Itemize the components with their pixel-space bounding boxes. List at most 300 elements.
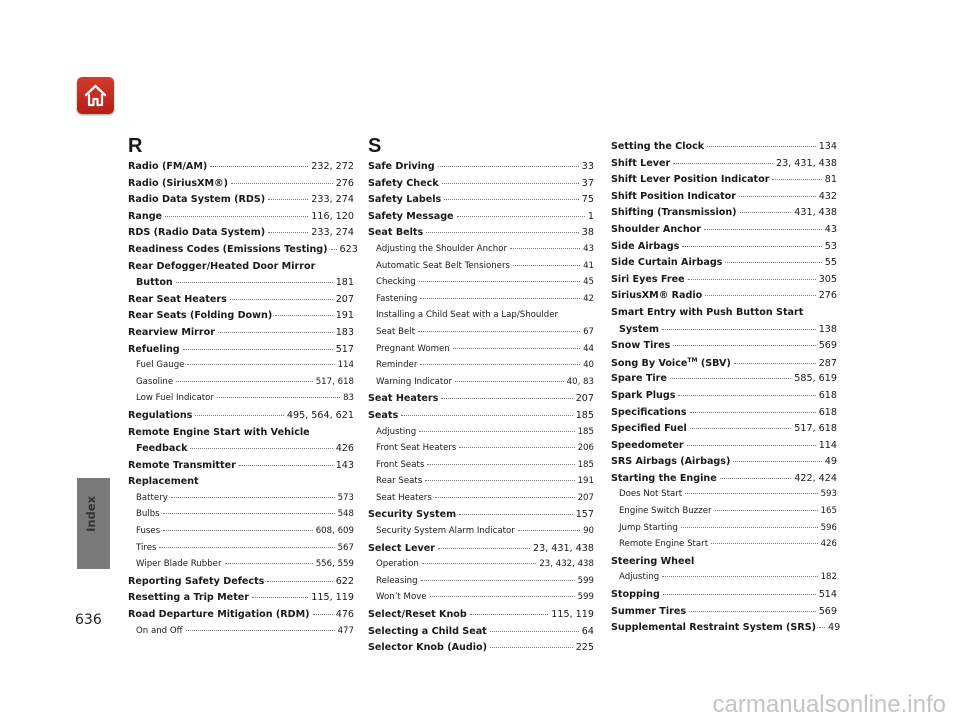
index-entry[interactable] bbox=[128, 227, 354, 244]
index-entry[interactable] bbox=[368, 211, 594, 228]
entry-term: Setting the Clock bbox=[611, 141, 705, 152]
entry-term: Feedback bbox=[136, 443, 188, 455]
index-entry[interactable] bbox=[128, 178, 354, 195]
index-entry[interactable] bbox=[128, 609, 354, 626]
dot-leader bbox=[425, 480, 574, 481]
entry-page-refs[interactable]: 431, 438 bbox=[794, 207, 837, 219]
index-entry[interactable] bbox=[128, 327, 354, 344]
entry-term: Seats bbox=[368, 409, 399, 421]
index-subentry[interactable] bbox=[128, 377, 354, 394]
index-entry[interactable] bbox=[611, 257, 837, 274]
index-entry[interactable] bbox=[128, 592, 354, 609]
entry-page-refs[interactable]: 33 bbox=[581, 161, 594, 172]
dot-leader bbox=[707, 146, 816, 147]
entry-term: Remote Transmitter bbox=[128, 459, 236, 471]
entry-page-refs[interactable]: 53 bbox=[824, 240, 837, 252]
dot-leader bbox=[453, 348, 580, 349]
entry-page-refs[interactable]: 517, 618 bbox=[315, 376, 354, 387]
entry-term: Fuel Gauge bbox=[136, 360, 185, 371]
index-subentry[interactable] bbox=[611, 539, 837, 556]
index-entry[interactable] bbox=[611, 373, 837, 390]
page-number: 636 bbox=[75, 612, 102, 628]
entry-term: Safety Message bbox=[368, 210, 454, 222]
entry-page-refs[interactable]: 114 bbox=[818, 439, 837, 451]
dot-leader bbox=[687, 445, 816, 446]
index-entry[interactable] bbox=[611, 423, 837, 440]
entry-page-refs[interactable]: 83 bbox=[343, 393, 354, 404]
side-tab-label: Index bbox=[84, 496, 98, 532]
index-entry[interactable] bbox=[128, 243, 358, 261]
entry-page-refs[interactable]: 514 bbox=[818, 589, 837, 601]
index-entry[interactable] bbox=[611, 340, 837, 357]
entry-term: Rear Seat Heaters bbox=[128, 293, 227, 305]
entry-page-refs[interactable]: 44 bbox=[583, 343, 594, 354]
dot-leader bbox=[690, 428, 791, 429]
entry-page-refs[interactable]: 1 bbox=[587, 210, 594, 222]
dot-leader bbox=[186, 630, 335, 631]
index-entry[interactable] bbox=[611, 622, 841, 639]
entry-page-refs[interactable]: 115, 119 bbox=[311, 592, 354, 604]
entry-page-refs[interactable]: 426 bbox=[335, 443, 354, 455]
entry-term: Battery bbox=[136, 492, 168, 503]
entry-term: Speedometer bbox=[611, 439, 684, 451]
dot-leader bbox=[670, 378, 791, 379]
entry-term: Wiper Blade Rubber bbox=[136, 559, 222, 570]
index-entry[interactable] bbox=[611, 324, 837, 341]
index-entry[interactable] bbox=[611, 357, 837, 374]
index-entry[interactable] bbox=[611, 456, 837, 473]
dot-leader bbox=[420, 364, 580, 365]
dot-leader bbox=[420, 298, 580, 299]
entry-page-refs[interactable]: 23, 431, 438 bbox=[775, 157, 837, 169]
entry-page-refs[interactable]: 181 bbox=[335, 277, 354, 289]
entry-page-refs[interactable]: 305 bbox=[818, 273, 837, 285]
entry-term: Reminder bbox=[376, 360, 418, 371]
index-entry[interactable] bbox=[128, 460, 354, 477]
dot-leader bbox=[210, 166, 308, 167]
entry-term: Song By Voice™ (SBV) bbox=[611, 356, 731, 369]
entry-page-refs[interactable]: 476 bbox=[335, 609, 354, 621]
entry-term: Shift Position Indicator bbox=[611, 190, 737, 202]
entry-page-refs[interactable]: 67 bbox=[583, 326, 594, 337]
index-subentry[interactable] bbox=[368, 526, 594, 543]
entry-term: Specifications bbox=[611, 406, 687, 418]
entry-page-refs[interactable]: 225 bbox=[575, 642, 594, 654]
entry-page-refs[interactable]: 596 bbox=[820, 522, 837, 533]
entry-term: Security System Alarm Indicator bbox=[376, 526, 515, 537]
index-entry[interactable] bbox=[368, 609, 594, 626]
entry-page-refs[interactable]: 517 bbox=[335, 343, 354, 355]
entry-term: Rearview Mirror bbox=[128, 326, 215, 338]
dot-leader bbox=[442, 183, 579, 184]
index-subentry[interactable] bbox=[368, 559, 594, 576]
index-subentry[interactable] bbox=[128, 393, 354, 410]
entry-page-refs[interactable]: 23, 431, 438 bbox=[532, 542, 594, 554]
index-entry[interactable] bbox=[128, 294, 354, 311]
dot-leader bbox=[418, 331, 580, 332]
dot-leader bbox=[268, 199, 308, 200]
entry-page-refs[interactable]: 622 bbox=[335, 575, 354, 587]
entry-term: Side Airbags bbox=[611, 240, 680, 252]
index-entry[interactable] bbox=[611, 407, 837, 424]
index-subentry[interactable] bbox=[368, 443, 594, 460]
index-entry[interactable] bbox=[611, 274, 837, 291]
entry-page-refs[interactable]: 569 bbox=[818, 605, 837, 617]
entry-page-refs[interactable]: 38 bbox=[581, 227, 594, 239]
index-entry[interactable] bbox=[611, 290, 837, 307]
dot-leader bbox=[176, 381, 313, 382]
entry-term: Does Not Start bbox=[619, 489, 683, 500]
entry-term: Starting the Engine bbox=[611, 472, 717, 484]
index-column-s bbox=[368, 131, 594, 659]
index-entry bbox=[128, 476, 354, 493]
entry-term: Won’t Move bbox=[376, 592, 427, 603]
entry-page-refs[interactable]: 207 bbox=[577, 492, 594, 503]
entry-term: Road Departure Mitigation (RDM) bbox=[128, 609, 310, 621]
entry-term: Side Curtain Airbags bbox=[611, 257, 723, 269]
entry-page-refs[interactable]: 608, 609 bbox=[315, 526, 354, 537]
dot-leader bbox=[195, 415, 283, 416]
entry-term: Safety Check bbox=[368, 177, 439, 189]
entry-page-refs[interactable]: 45 bbox=[583, 277, 594, 288]
index-entry[interactable] bbox=[611, 440, 837, 457]
entry-term: Security System bbox=[368, 509, 457, 521]
entry-term: Spare Tire bbox=[611, 373, 667, 385]
entry-term: Warning Indicator bbox=[376, 376, 453, 387]
dot-leader bbox=[490, 647, 573, 648]
index-entry[interactable] bbox=[611, 191, 837, 208]
dot-leader bbox=[662, 329, 816, 330]
entry-page-refs[interactable]: 114 bbox=[337, 360, 354, 371]
entry-page-refs[interactable]: 41 bbox=[583, 260, 594, 271]
entry-term: Steering Wheel bbox=[611, 555, 695, 567]
entry-page-refs[interactable]: 42 bbox=[583, 293, 594, 304]
index-subentry[interactable] bbox=[128, 626, 354, 643]
entry-page-refs[interactable]: 432 bbox=[818, 190, 837, 202]
entry-page-refs[interactable]: 23, 432, 438 bbox=[539, 559, 594, 570]
index-subentry[interactable] bbox=[128, 559, 354, 576]
entry-page-refs[interactable]: 185 bbox=[577, 459, 594, 470]
dot-leader bbox=[422, 563, 537, 564]
index-entry[interactable] bbox=[368, 509, 594, 526]
entry-page-refs[interactable]: 75 bbox=[581, 194, 594, 206]
entry-page-refs[interactable]: 115, 119 bbox=[551, 609, 594, 621]
entry-term: Rear Seats (Folding Down) bbox=[128, 310, 273, 322]
entry-term: Tires bbox=[136, 542, 157, 553]
dot-leader bbox=[438, 548, 530, 549]
dot-leader bbox=[190, 448, 332, 449]
entry-term: Engine Switch Buzzer bbox=[619, 506, 712, 517]
entry-term: Radio Data System (RDS) bbox=[128, 194, 266, 206]
index-subentry[interactable] bbox=[368, 592, 594, 609]
index-subentry[interactable] bbox=[368, 327, 594, 344]
dot-leader bbox=[459, 447, 574, 448]
index-entry[interactable] bbox=[611, 589, 837, 606]
dot-leader bbox=[457, 216, 585, 217]
entry-term: SRS Airbags (Airbags) bbox=[611, 456, 731, 468]
dot-leader bbox=[690, 412, 816, 413]
index-entry[interactable] bbox=[611, 390, 837, 407]
dot-leader bbox=[673, 163, 773, 164]
index-subentry[interactable] bbox=[128, 360, 354, 377]
entry-page-refs[interactable]: 426 bbox=[820, 539, 837, 550]
entry-page-refs[interactable]: 191 bbox=[335, 310, 354, 322]
index-subentry[interactable] bbox=[128, 543, 354, 560]
entry-page-refs[interactable]: 585, 619 bbox=[794, 373, 837, 385]
dot-leader bbox=[662, 576, 817, 577]
index-entry[interactable] bbox=[128, 277, 354, 294]
index-entry[interactable] bbox=[611, 174, 837, 191]
entry-page-refs[interactable]: 517, 618 bbox=[794, 423, 837, 435]
index-subentry[interactable] bbox=[368, 460, 594, 477]
entry-page-refs[interactable]: 43 bbox=[824, 223, 837, 235]
dot-leader bbox=[267, 581, 332, 582]
dot-leader bbox=[455, 381, 564, 382]
index-entry[interactable] bbox=[611, 158, 837, 175]
dot-leader bbox=[734, 363, 816, 364]
entry-term: Seat Belts bbox=[368, 227, 424, 239]
entry-term: Shift Lever bbox=[611, 157, 671, 169]
entry-page-refs[interactable]: 143 bbox=[335, 459, 354, 471]
index-subentry[interactable] bbox=[368, 261, 594, 278]
entry-page-refs[interactable]: 49 bbox=[824, 456, 837, 468]
dot-leader bbox=[163, 513, 335, 514]
entry-page-refs[interactable]: 276 bbox=[335, 177, 354, 189]
entry-term: Selecting a Child Seat bbox=[368, 625, 487, 637]
entry-term: Adjusting the Shoulder Anchor bbox=[376, 243, 508, 254]
dot-leader bbox=[165, 216, 308, 217]
entry-page-refs[interactable]: 567 bbox=[337, 542, 354, 553]
entry-term: Readiness Codes (Emissions Testing) bbox=[128, 243, 328, 255]
entry-term: Operation bbox=[376, 559, 419, 570]
entry-page-refs[interactable]: 618 bbox=[818, 389, 837, 401]
entry-page-refs[interactable]: 232, 272 bbox=[311, 161, 354, 172]
entry-page-refs[interactable]: 185 bbox=[577, 426, 594, 437]
entry-page-refs[interactable]: 233, 274 bbox=[311, 227, 354, 239]
dot-leader bbox=[510, 248, 580, 249]
entry-term: Fastening bbox=[376, 293, 418, 304]
entry-page-refs[interactable]: 287 bbox=[818, 357, 837, 369]
entry-term: Front Seats bbox=[376, 459, 425, 470]
entry-page-refs[interactable]: 182 bbox=[820, 572, 837, 583]
index-entry[interactable] bbox=[611, 224, 837, 241]
index-entry[interactable] bbox=[128, 344, 354, 361]
index-entry[interactable] bbox=[368, 410, 594, 427]
dot-leader bbox=[401, 415, 573, 416]
entry-term: Specified Fuel bbox=[611, 423, 687, 435]
entry-term: Remote Engine Start with Vehicle bbox=[128, 426, 310, 438]
dot-leader bbox=[688, 279, 816, 280]
dot-leader bbox=[427, 464, 574, 465]
index-subentry[interactable] bbox=[611, 523, 837, 540]
dot-leader bbox=[421, 580, 575, 581]
entry-page-refs[interactable]: 81 bbox=[824, 174, 837, 186]
dot-leader bbox=[733, 461, 821, 462]
entry-page-refs[interactable]: 207 bbox=[575, 393, 594, 405]
dot-leader bbox=[187, 364, 334, 365]
index-entry[interactable] bbox=[611, 241, 837, 258]
index-entry[interactable] bbox=[611, 473, 837, 490]
index-subentry[interactable] bbox=[368, 344, 594, 361]
entry-page-refs[interactable]: 233, 274 bbox=[311, 194, 354, 206]
entry-term: Selector Knob (Audio) bbox=[368, 642, 487, 654]
entry-page-refs[interactable]: 573 bbox=[337, 492, 354, 503]
entry-term: Select Lever bbox=[368, 542, 435, 554]
entry-page-refs[interactable]: 185 bbox=[575, 409, 594, 421]
entry-page-refs[interactable]: 90 bbox=[583, 526, 594, 537]
entry-term: Safe Driving bbox=[368, 161, 435, 172]
dot-leader bbox=[819, 627, 825, 628]
dot-leader bbox=[681, 527, 818, 528]
dot-leader bbox=[444, 199, 579, 200]
index-subentry[interactable] bbox=[128, 493, 354, 510]
entry-page-refs[interactable]: 40, 83 bbox=[566, 376, 594, 387]
dot-leader bbox=[225, 563, 313, 564]
entry-term: Regulations bbox=[128, 409, 193, 421]
entry-page-refs[interactable]: 599 bbox=[577, 592, 594, 603]
entry-page-refs[interactable]: 157 bbox=[575, 509, 594, 521]
dot-leader bbox=[183, 349, 333, 350]
index-subentry[interactable] bbox=[611, 572, 837, 589]
entry-page-refs[interactable]: 116, 120 bbox=[311, 210, 354, 222]
dot-leader bbox=[438, 166, 579, 167]
entry-page-refs[interactable]: 207 bbox=[335, 293, 354, 305]
entry-page-refs[interactable]: 134 bbox=[818, 141, 837, 152]
entry-term: Button bbox=[136, 277, 173, 289]
entry-page-refs[interactable]: 40 bbox=[583, 360, 594, 371]
index-entry[interactable] bbox=[368, 543, 594, 560]
entry-page-refs[interactable]: 569 bbox=[818, 340, 837, 352]
entry-term: Rear Seats bbox=[376, 476, 423, 487]
entry-page-refs[interactable]: 599 bbox=[577, 575, 594, 586]
dot-leader bbox=[430, 596, 575, 597]
index-entry bbox=[128, 427, 354, 444]
entry-page-refs[interactable]: 477 bbox=[337, 625, 354, 636]
index-subentry[interactable] bbox=[368, 476, 594, 493]
index-subentry[interactable] bbox=[368, 277, 594, 294]
index-subentry[interactable] bbox=[368, 377, 594, 394]
entry-term: Seat Heaters bbox=[368, 393, 439, 405]
index-entry bbox=[128, 261, 354, 278]
index-entry[interactable] bbox=[611, 141, 837, 158]
dot-leader bbox=[704, 229, 822, 230]
index-subentry[interactable] bbox=[128, 526, 354, 543]
index-entry[interactable] bbox=[368, 178, 594, 195]
dot-leader bbox=[218, 332, 333, 333]
index-entry[interactable] bbox=[368, 626, 594, 643]
index-subentry[interactable] bbox=[128, 509, 354, 526]
entry-page-refs[interactable]: 183 bbox=[335, 326, 354, 338]
entry-term: Shoulder Anchor bbox=[611, 223, 701, 235]
index-column-r bbox=[128, 131, 358, 642]
dot-leader bbox=[171, 497, 335, 498]
dot-leader bbox=[689, 611, 816, 612]
entry-list bbox=[368, 161, 594, 659]
entry-page-refs[interactable]: 623 bbox=[339, 243, 358, 255]
index-subentry[interactable] bbox=[368, 244, 594, 261]
dot-leader bbox=[163, 530, 313, 531]
index-subentry bbox=[368, 310, 594, 327]
entry-page-refs[interactable]: 206 bbox=[577, 443, 594, 454]
index-subentry[interactable] bbox=[368, 493, 594, 510]
entry-page-refs[interactable]: 43 bbox=[583, 243, 594, 254]
dot-leader bbox=[230, 299, 333, 300]
index-entry[interactable] bbox=[611, 606, 837, 623]
dot-leader bbox=[419, 281, 580, 282]
entry-term: Safety Labels bbox=[368, 194, 442, 206]
index-subentry[interactable] bbox=[368, 576, 594, 593]
index-entry[interactable] bbox=[611, 207, 837, 224]
entry-page-refs[interactable]: 618 bbox=[818, 406, 837, 418]
entry-page-refs[interactable]: 422, 424 bbox=[794, 472, 837, 484]
entry-term: Refueling bbox=[128, 343, 180, 355]
entry-term: Rear Defogger/Heated Door Mirror bbox=[128, 260, 316, 272]
entry-page-refs[interactable]: 556, 559 bbox=[315, 559, 354, 570]
entry-term: Reporting Safety Defects bbox=[128, 575, 265, 587]
entry-page-refs[interactable]: 276 bbox=[818, 290, 837, 302]
entry-term: RDS (Radio Data System) bbox=[128, 227, 266, 239]
index-entry[interactable] bbox=[128, 310, 354, 327]
dot-leader bbox=[725, 262, 821, 263]
index-entry[interactable] bbox=[128, 443, 354, 460]
dot-leader bbox=[435, 497, 575, 498]
index-entry[interactable] bbox=[128, 161, 354, 178]
dot-leader bbox=[513, 265, 580, 266]
entry-page-refs[interactable]: 49 bbox=[828, 622, 841, 634]
index-entry[interactable] bbox=[368, 393, 594, 410]
index-entry[interactable] bbox=[128, 211, 354, 228]
home-button[interactable] bbox=[77, 77, 114, 114]
dot-leader bbox=[313, 614, 333, 615]
index-entry bbox=[611, 307, 837, 324]
dot-leader bbox=[715, 510, 818, 511]
entry-term: Front Seat Heaters bbox=[376, 443, 457, 454]
entry-page-refs[interactable]: 37 bbox=[581, 177, 594, 189]
index-entry[interactable] bbox=[128, 576, 354, 593]
entry-page-refs[interactable]: 138 bbox=[818, 323, 837, 335]
index-subentry[interactable] bbox=[611, 489, 837, 506]
dot-leader bbox=[682, 246, 822, 247]
dot-leader bbox=[275, 315, 332, 316]
index-entry[interactable] bbox=[368, 642, 594, 659]
entry-term: Resetting a Trip Meter bbox=[128, 592, 250, 604]
entry-page-refs[interactable]: 64 bbox=[581, 625, 594, 637]
entry-page-refs[interactable]: 165 bbox=[820, 506, 837, 517]
entry-term: Smart Entry with Push Button Start bbox=[611, 306, 804, 318]
entry-page-refs[interactable]: 191 bbox=[577, 476, 594, 487]
index-subentry[interactable] bbox=[611, 506, 837, 523]
entry-term: On and Off bbox=[136, 625, 183, 636]
dot-leader bbox=[176, 282, 333, 283]
index-entry[interactable] bbox=[368, 161, 594, 178]
index-entry[interactable] bbox=[128, 410, 354, 427]
index-entry bbox=[611, 556, 837, 573]
index-entry[interactable] bbox=[128, 194, 354, 211]
index-subentry[interactable] bbox=[368, 360, 594, 377]
entry-page-refs[interactable]: 593 bbox=[820, 489, 837, 500]
index-subentry[interactable] bbox=[368, 427, 594, 444]
dot-leader bbox=[441, 398, 572, 399]
section-letter: R bbox=[128, 135, 143, 157]
entry-page-refs[interactable]: 548 bbox=[337, 509, 354, 520]
index-subentry[interactable] bbox=[368, 294, 594, 311]
entry-term: Shifting (Transmission) bbox=[611, 207, 737, 219]
index-entry[interactable] bbox=[368, 194, 594, 211]
entry-page-refs[interactable]: 55 bbox=[824, 257, 837, 269]
index-entry[interactable] bbox=[368, 227, 594, 244]
entry-page-refs[interactable]: 495, 564, 621 bbox=[286, 409, 354, 421]
entry-term: Seat Belt bbox=[376, 326, 416, 337]
